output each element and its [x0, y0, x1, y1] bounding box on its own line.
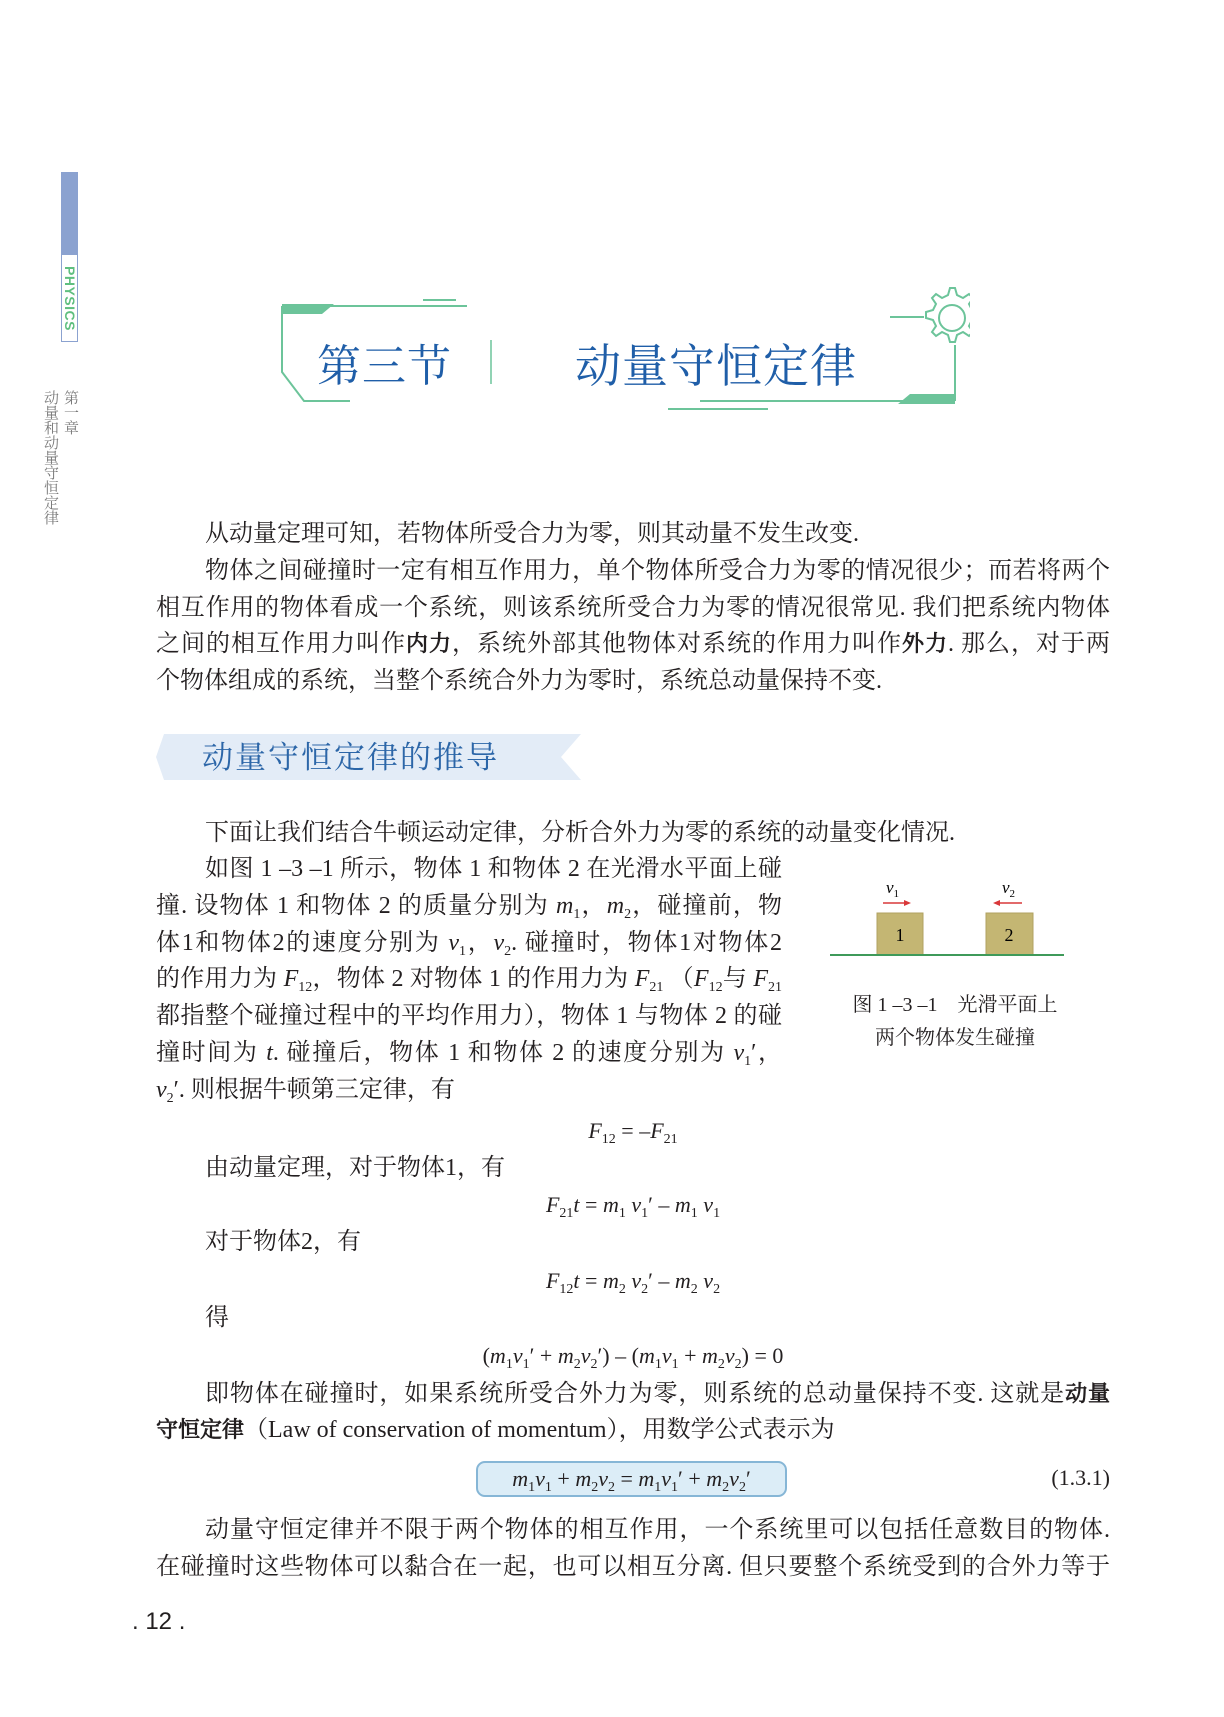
math-symbol: t — [266, 1040, 273, 1066]
text-line — [156, 1376, 1110, 1412]
math-symbol: v — [156, 1077, 167, 1103]
math-symbol: m — [602, 1192, 619, 1217]
text-line — [156, 998, 782, 1034]
text-run: 体1和物体2的速度分别为 — [156, 930, 449, 956]
math-symbol: v — [724, 1343, 735, 1368]
math-symbol: v — [661, 1343, 672, 1368]
text-line — [156, 1512, 1110, 1548]
text-line — [156, 961, 782, 997]
math-symbol: m — [602, 1268, 619, 1293]
chapter-running-head — [42, 390, 80, 525]
math-symbol: 2 — [722, 1480, 730, 1495]
text-run: ′ + — [529, 1343, 558, 1368]
text-run: 的作用力为 — [156, 966, 284, 992]
math-symbol: 1 — [654, 1480, 662, 1495]
text-run: . 碰撞后，物体 1 和物体 2 的速度分别为 — [272, 1040, 734, 1066]
math-symbol: v — [729, 1466, 739, 1491]
text-run: ′， — [751, 1040, 783, 1066]
text-run: . 碰撞时，物体1对物体2 — [511, 930, 782, 956]
sidebar-color-bar — [61, 172, 78, 254]
collision-figure — [820, 875, 1070, 965]
math-symbol: v — [733, 1040, 745, 1066]
math-symbol: F — [545, 1268, 560, 1293]
math-symbol: v — [535, 1466, 545, 1491]
math-symbol: v — [448, 930, 459, 956]
math-symbol: 2 — [641, 1282, 649, 1297]
math-symbol: 2 — [591, 1480, 599, 1495]
math-symbol: F — [588, 1118, 602, 1143]
text-run: ′ – — [648, 1192, 675, 1217]
text-run: ， — [466, 930, 494, 956]
math-symbol: v — [703, 1268, 714, 1293]
math-symbol: 1 — [671, 1480, 679, 1495]
math-symbol: t — [573, 1192, 580, 1217]
text-run: 相互作用的物体看成一个系统，则该系统所受合力为零的情况很常见. 我们把系统内物体 — [156, 595, 1110, 621]
math-symbol: 2 — [618, 1282, 626, 1297]
math-symbol: 21 — [663, 1132, 678, 1147]
text-line — [156, 815, 1110, 851]
math-symbol: 2 — [166, 1091, 174, 1106]
math-symbol: 2 — [607, 1480, 615, 1495]
text-run: 对于物体2，有 — [205, 1229, 361, 1255]
bold-term: 守恒定律 — [156, 1418, 245, 1443]
math-symbol: m — [638, 1343, 655, 1368]
math-symbol: 2 — [734, 1357, 742, 1372]
text-run: 都指整个碰撞过程中的平均作用力），物体 1 与物体 2 的碰 — [156, 1003, 782, 1029]
math-symbol: v — [703, 1192, 714, 1217]
text-line — [156, 1224, 1110, 1260]
text-run: 物体之间碰撞时一定有相互作用力，单个物体所受合力为零的情况很少；而若将两个 — [205, 558, 1110, 584]
math-symbol: 1 — [690, 1206, 698, 1221]
text-run: ，碰撞前，物 — [631, 893, 783, 919]
math-symbol: v — [631, 1192, 642, 1217]
text-run: 动量守恒定律并不限于两个物体的相互作用，一个系统里可以包括任意数目的物体. — [205, 1517, 1110, 1543]
math-symbol: m — [512, 1466, 529, 1491]
text-run: 撞. 设物体 1 和物体 2 的质量分别为 — [156, 893, 557, 919]
math-symbol: v — [512, 1343, 523, 1368]
page-number: . 12 . — [132, 1608, 186, 1635]
math-symbol: 2 — [504, 944, 512, 959]
math-symbol: 1 — [544, 1480, 552, 1495]
text-run: ′ – — [648, 1268, 675, 1293]
math-symbol: m — [557, 1343, 574, 1368]
math-symbol: v — [631, 1268, 642, 1293]
bold-term: 内力 — [406, 632, 452, 657]
text-line — [156, 888, 782, 924]
text-run: 之间的相互作用力叫作 — [156, 631, 406, 657]
math-symbol: 2 — [717, 1357, 725, 1372]
math-symbol: 12 — [708, 980, 723, 995]
text-line — [156, 1150, 1110, 1186]
v2-label: $v_2$ — [1002, 878, 1016, 900]
math-symbol: m — [556, 893, 574, 919]
text-run: = – — [615, 1118, 651, 1143]
math-symbol: 12 — [298, 980, 313, 995]
section-title: 动量守恒定律 — [575, 340, 857, 392]
math-symbol: 2 — [590, 1357, 598, 1372]
text-run: 个物体组成的系统，当整个系统合外力为零时，系统总动量保持不变. — [156, 668, 882, 694]
math-symbol: 12 — [559, 1282, 574, 1297]
math-symbol: 2 — [690, 1282, 698, 1297]
text-run: （ — [663, 966, 694, 992]
text-run: 在碰撞时这些物体可以黏合在一起，也可以相互分离. 但只要整个系统受到的合外力等于 — [156, 1554, 1110, 1580]
chapter-title: 动量和动量守恒定律 — [42, 390, 58, 525]
text-line — [156, 1300, 1110, 1336]
text-line — [156, 1072, 1110, 1108]
text-run: （Law of conservation of momentum），用数学公式表示为 — [244, 1417, 835, 1443]
conservation-formula-box — [476, 1461, 787, 1497]
text-run: + — [551, 1466, 576, 1491]
figure-caption-line2: 两个物体发生碰撞 — [875, 1027, 1035, 1049]
text-run: ，物体 2 对物体 1 的作用力为 — [312, 966, 635, 992]
math-symbol: m — [706, 1466, 723, 1491]
text-run: ′ + — [678, 1466, 707, 1491]
text-run: 下面让我们结合牛顿运动定律，分析合外力为零的系统的动量变化情况. — [205, 820, 955, 846]
bold-term: 动量 — [1065, 1382, 1110, 1407]
text-run: = — [579, 1192, 603, 1217]
text-run: ，系统外部其他物体对系统的作用力叫作 — [452, 631, 902, 657]
math-symbol: m — [674, 1192, 691, 1217]
math-symbol: t — [573, 1268, 580, 1293]
text-run: + — [678, 1343, 703, 1368]
math-symbol: 1 — [505, 1357, 513, 1372]
text-line — [156, 1549, 1110, 1585]
math-symbol: m — [702, 1343, 718, 1368]
text-run: ( — [482, 1343, 490, 1368]
math-symbol: 1 — [522, 1357, 530, 1372]
math-symbol: 1 — [671, 1357, 679, 1372]
text-run: = — [614, 1466, 639, 1491]
math-symbol: F — [753, 966, 769, 992]
equation — [156, 1113, 1110, 1149]
text-line — [156, 626, 1110, 662]
text-run: 由动量定理，对于物体1，有 — [205, 1155, 505, 1181]
equation-number: (1.3.1) — [1051, 1465, 1110, 1490]
math-symbol: v — [580, 1343, 591, 1368]
math-symbol: 1 — [713, 1206, 721, 1221]
math-symbol: F — [650, 1118, 664, 1143]
text-line — [156, 851, 782, 887]
figure-caption-line1: 图 1 –3 –1 光滑平面上 — [852, 994, 1058, 1016]
math-symbol: 2 — [713, 1282, 721, 1297]
math-symbol: v — [661, 1466, 672, 1491]
text-line — [156, 553, 1110, 589]
text-line — [156, 1412, 1110, 1448]
math-symbol: v — [598, 1466, 608, 1491]
math-symbol: F — [545, 1192, 560, 1217]
text-run: 即物体在碰撞时，如果系统所受合外力为零，则系统的总动量保持不变. 这就是 — [205, 1381, 1066, 1407]
math-symbol: F — [693, 966, 709, 992]
v1-label: $v_1$ — [886, 878, 900, 900]
text-line — [156, 1035, 782, 1071]
math-symbol: F — [283, 966, 299, 992]
equation — [156, 1187, 1110, 1223]
math-symbol: m — [489, 1343, 506, 1368]
math-symbol: 21 — [768, 980, 783, 995]
math-symbol: 21 — [649, 980, 664, 995]
text-run: ， — [580, 893, 607, 919]
equation — [156, 1263, 1110, 1299]
block-2-label: 2 — [1004, 925, 1014, 945]
text-run: 如图 1 –3 –1 所示，物体 1 和物体 2 在光滑水平面上碰 — [205, 856, 782, 882]
math-symbol: 2 — [738, 1480, 746, 1495]
math-symbol: 1 — [654, 1357, 662, 1372]
text-run: ′ — [745, 1466, 751, 1491]
math-symbol: 1 — [459, 944, 466, 959]
text-run: . 那么，对于两 — [947, 631, 1110, 657]
text-line — [156, 663, 1110, 699]
math-symbol: 2 — [573, 1357, 581, 1372]
subject-label: PHYSICS — [61, 254, 78, 342]
math-symbol: 1 — [744, 1054, 752, 1069]
math-symbol: 21 — [559, 1206, 574, 1221]
subheading: 动量守恒定律的推导 — [202, 740, 499, 776]
text-run: = — [579, 1268, 603, 1293]
text-run: ) = 0 — [741, 1343, 784, 1368]
math-symbol: F — [634, 966, 650, 992]
math-symbol: 1 — [573, 907, 581, 922]
math-symbol: 2 — [624, 907, 632, 922]
text-run: 撞时间为 — [156, 1040, 267, 1066]
math-symbol: m — [638, 1466, 655, 1491]
text-run: ′) – ( — [597, 1343, 639, 1368]
bold-term: 外力 — [901, 632, 948, 657]
math-symbol: 1 — [618, 1206, 626, 1221]
math-symbol: m — [575, 1466, 592, 1491]
block-1-label: 1 — [895, 925, 905, 945]
text-line — [156, 516, 1110, 552]
math-symbol: 1 — [641, 1206, 649, 1221]
math-symbol: v — [493, 930, 505, 956]
equation — [156, 1338, 1110, 1374]
math-symbol: m — [674, 1268, 691, 1293]
text-run: 得 — [205, 1305, 229, 1331]
text-run: 与 — [722, 966, 754, 992]
text-run: 从动量定理可知，若物体所受合力为零，则其动量不发生改变. — [205, 521, 859, 547]
math-symbol: 12 — [601, 1132, 616, 1147]
math-symbol: 1 — [528, 1480, 536, 1495]
math-symbol: m — [606, 893, 625, 919]
text-line — [156, 590, 1110, 626]
section-number: 第三节 — [317, 342, 452, 391]
text-run: ′. 则根据牛顿第三定律，有 — [173, 1077, 455, 1103]
chapter-number: 第一章 — [62, 390, 78, 435]
text-line — [156, 925, 782, 961]
